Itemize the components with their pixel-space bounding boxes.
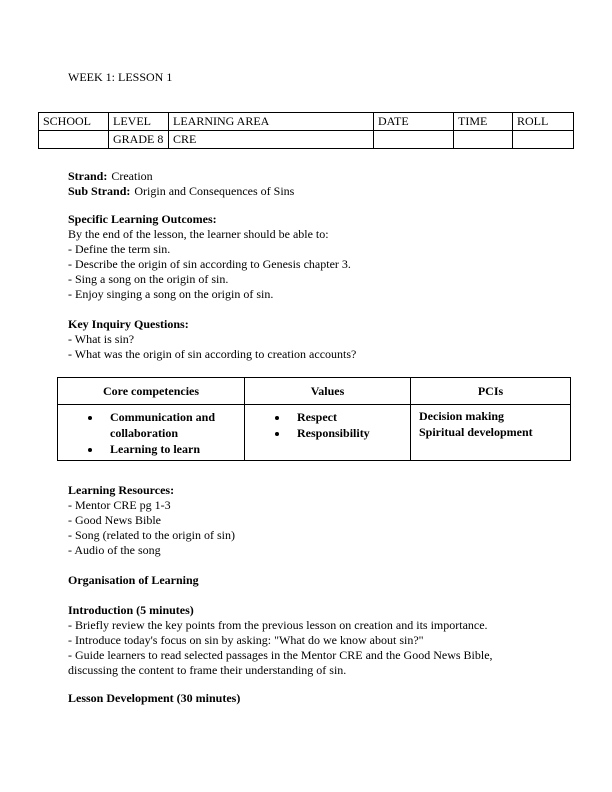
key-inquiry-item: - What was the origin of sin according to creation accounts?: [68, 347, 357, 361]
resources-section: [68, 483, 235, 558]
strand-label: Strand:: [68, 169, 108, 183]
sub-strand-line: [68, 184, 294, 199]
pcis-cell: [411, 405, 571, 461]
outcome-item: - Sing a song on the origin of sin.: [68, 272, 229, 286]
core-competencies-list: [58, 409, 242, 457]
resource-item: - Good News Bible: [68, 513, 161, 527]
header-table-value-row: [39, 131, 574, 149]
introduction-line: - Briefly review the key points from the previous lesson on creation and its importance.: [68, 618, 488, 632]
sub-strand-value: Origin and Consequences of Sins: [134, 184, 295, 198]
value-cell-roll: [513, 131, 574, 149]
outcome-item: - Describe the origin of sin according to Genesis chapter 3.: [68, 257, 351, 271]
core-competency-text: Communication and collaboration: [110, 410, 216, 440]
header-cell-roll: ROLL: [513, 113, 574, 131]
strand-block: [68, 169, 294, 199]
introduction-line: discussing the content to frame their understanding of sin.: [68, 663, 347, 677]
outcomes-heading: Specific Learning Outcomes:: [68, 212, 217, 226]
resource-item: - Audio of the song: [68, 543, 161, 557]
header-cell-school: SCHOOL: [39, 113, 109, 131]
resource-item: - Song (related to the origin of sin): [68, 528, 235, 542]
header-table-header-row: [39, 113, 574, 131]
core-competency-item: [102, 409, 242, 441]
value-item: [289, 425, 408, 441]
value-text: Responsibility: [297, 426, 370, 440]
value-cell-learning-area: CRE: [169, 131, 374, 149]
header-table: [38, 112, 574, 149]
value-cell-school: [39, 131, 109, 149]
key-inquiry-section: [68, 317, 356, 362]
sub-strand-label: Sub Strand:: [68, 184, 131, 198]
value-cell-date: [374, 131, 454, 149]
pci-item: Decision making: [419, 409, 505, 423]
core-competency-text: Learning to learn: [110, 442, 200, 456]
resources-heading: Learning Resources:: [68, 483, 175, 497]
header-cell-time: TIME: [454, 113, 513, 131]
resource-item: - Mentor CRE pg 1-3: [68, 498, 171, 512]
competency-table-header-row: [58, 378, 571, 405]
introduction-section: [68, 603, 578, 678]
competency-header-core: Core competencies: [58, 378, 245, 405]
core-competency-item: [102, 441, 242, 457]
introduction-heading: Introduction (5 minutes): [68, 603, 194, 617]
key-inquiry-heading: Key Inquiry Questions:: [68, 317, 189, 331]
values-list: [245, 409, 408, 441]
strand-value: Creation: [111, 169, 153, 183]
outcome-item: - Define the term sin.: [68, 242, 171, 256]
competency-header-values: Values: [245, 378, 411, 405]
key-inquiry-item: - What is sin?: [68, 332, 135, 346]
outcome-item: - Enjoy singing a song on the origin of sin.: [68, 287, 274, 301]
values-cell: [245, 405, 411, 461]
header-cell-level: LEVEL: [109, 113, 169, 131]
strand-line: [68, 169, 294, 184]
competency-table-body-row: [58, 405, 571, 461]
introduction-line: - Introduce today's focus on sin by asking: "What do we know about sin?": [68, 633, 424, 647]
core-competencies-cell: [58, 405, 245, 461]
lesson-development-heading: Lesson Development (30 minutes): [68, 691, 241, 705]
header-cell-date: DATE: [374, 113, 454, 131]
page-title: WEEK 1: LESSON 1: [68, 70, 173, 84]
outcomes-intro: By the end of the lesson, the learner should be able to:: [68, 227, 329, 241]
header-cell-learning-area: LEARNING AREA: [169, 113, 374, 131]
value-cell-level: GRADE 8: [109, 131, 169, 149]
pci-item: Spiritual development: [419, 425, 533, 439]
value-item: [289, 409, 408, 425]
competency-table: [57, 377, 571, 461]
competency-header-pcis: PCIs: [411, 378, 571, 405]
value-text: Respect: [297, 410, 337, 424]
introduction-line: - Guide learners to read selected passages in the Mentor CRE and the Good News Bible,: [68, 648, 493, 662]
outcomes-section: [68, 212, 351, 302]
organisation-heading: Organisation of Learning: [68, 573, 199, 587]
value-cell-time: [454, 131, 513, 149]
